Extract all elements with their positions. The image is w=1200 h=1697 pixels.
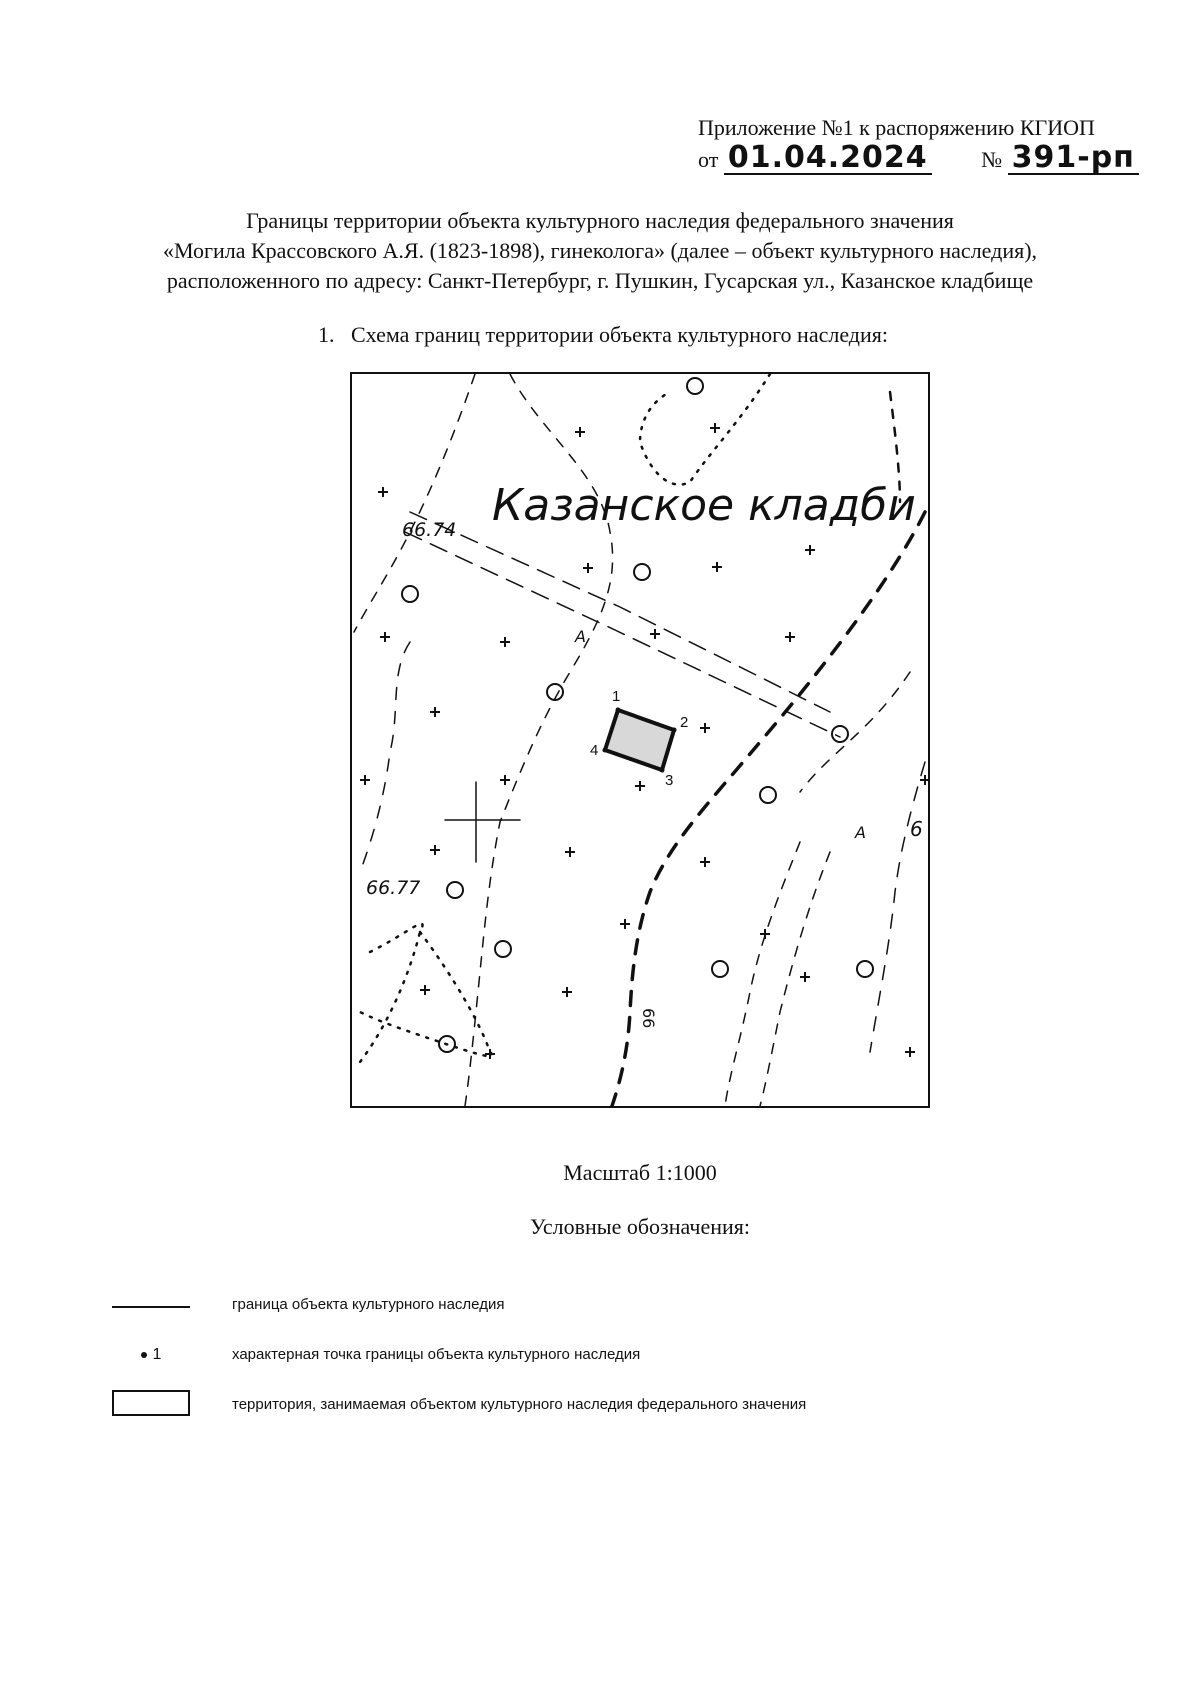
map-scale: Масштаб 1:1000 <box>563 1160 717 1185</box>
legend-title: Условные обозначения: <box>529 1214 751 1239</box>
appendix-reference: Приложение №1 к распоряжению КГИОП <box>698 115 1095 140</box>
cemetery-label: Казанское кладби <box>492 480 916 531</box>
elevation-label: 66.77 <box>366 877 421 899</box>
order-number: 391-рп <box>1008 143 1139 175</box>
section-number: 1. <box>318 322 335 347</box>
point-label-2: 2 <box>680 714 689 731</box>
legend-item-point <box>112 1346 1112 1366</box>
title-line-2: «Могила Крассовского А.Я. (1823-1898), гинеколога» (далее – объект культурного наследия), <box>162 238 1038 263</box>
document-title <box>60 206 1140 296</box>
section-heading <box>318 320 888 350</box>
boundary-point-1 <box>616 708 621 713</box>
legend-item-territory <box>112 1390 1112 1420</box>
territory-box-symbol <box>112 1390 190 1416</box>
letter-label: 6 <box>910 817 923 841</box>
legend-label: граница объекта культурного наследия <box>232 1296 505 1313</box>
order-date: 01.04.2024 <box>724 143 932 175</box>
letter-label: А <box>575 627 586 646</box>
title-line-3: расположенного по адресу: Санкт-Петербург, г. Пушкин, Гусарская ул., Казанское кладбище <box>166 268 1034 293</box>
legend-item-boundary <box>112 1296 1112 1316</box>
point-symbol <box>112 1346 190 1364</box>
from-label: от <box>698 147 719 172</box>
boundary-point-3 <box>660 768 665 773</box>
section-label: Схема границ территории объекта культурного наследия: <box>351 322 889 347</box>
legend-label: характерная точка границы объекта культурного наследия <box>232 1346 641 1363</box>
boundary-map <box>350 372 930 1108</box>
number-label: № <box>981 147 1003 172</box>
contour-label: 66 <box>639 1008 658 1029</box>
boundary-point-2 <box>672 728 677 733</box>
point-label-3: 3 <box>665 772 674 789</box>
point-symbol-number: 1 <box>152 1346 162 1363</box>
point-label-1: 1 <box>612 688 621 705</box>
title-line-1: Границы территории объекта культурного наследия федерального значения <box>246 208 954 233</box>
boundary-point-4 <box>603 748 608 753</box>
point-label-4: 4 <box>590 742 599 759</box>
boundary-line-symbol <box>112 1306 190 1308</box>
order-line <box>698 142 1139 178</box>
legend-label: территория, занимаемая объектом культурного наследия федерального значения <box>232 1396 807 1413</box>
letter-label: А <box>855 823 866 842</box>
point-dot-icon <box>141 1352 147 1358</box>
elevation-label: 66.74 <box>402 519 457 541</box>
